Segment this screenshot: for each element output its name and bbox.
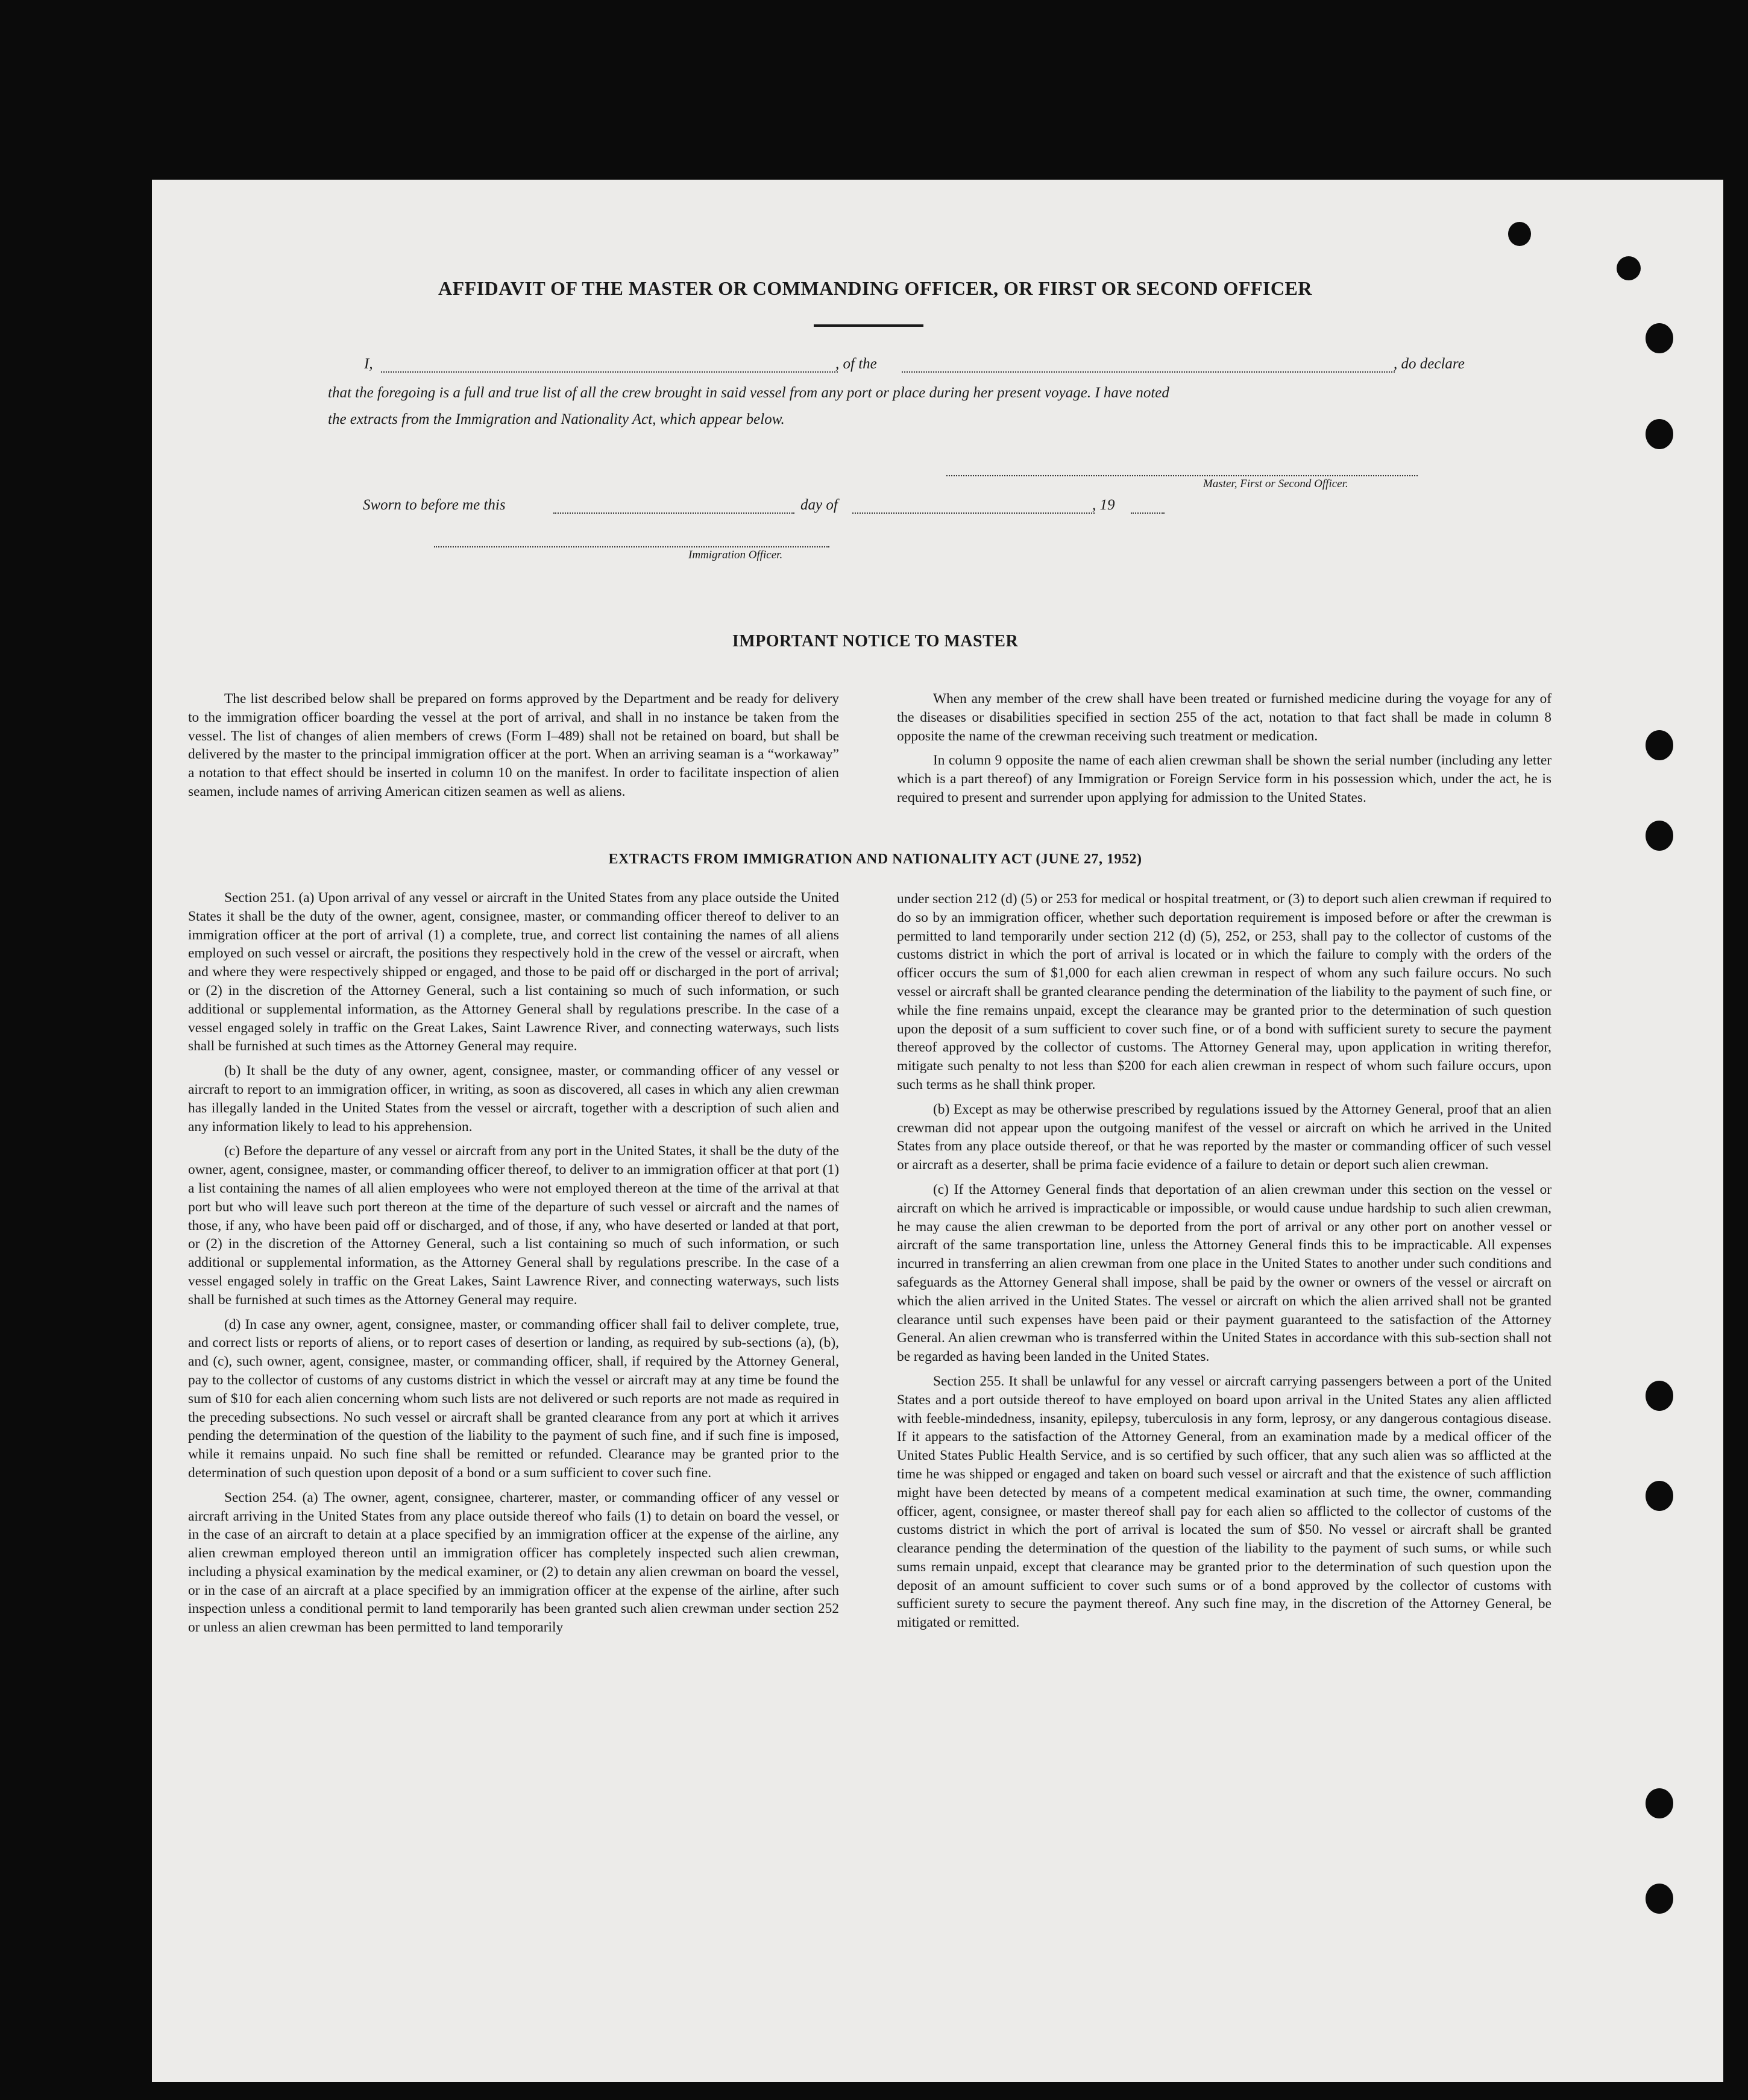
extracts-title: EXTRACTS FROM IMMIGRATION AND NATIONALITY ACT (JUNE 27, 1952) — [608, 851, 1142, 867]
notice-paragraph: When any member of the crew shall have been treated or furnished medicine during the voyage for any of the diseases or disabilities specified in section 255 of the act, notation to that fact shall be made in column 8 opposite the name of the crewman receiving such treatment or medication. — [897, 691, 1552, 744]
binder-hole — [1646, 1788, 1673, 1818]
master-caption: Master, First or Second Officer. — [1203, 478, 1348, 490]
declaration-text-line-2: that the foregoing is a full and true list of all the crew brought in said vessel from any port or place during her present voyage. I have noted — [328, 385, 1169, 401]
declaration-text-line-3: the extracts from the Immigration and Nationality Act, which appear below. — [328, 411, 785, 427]
immigration-officer-caption: Immigration Officer. — [688, 549, 783, 561]
master-signature-field[interactable] — [946, 475, 1418, 476]
act-section-paragraph: (c) If the Attorney General finds that deportation of an alien crewman under this section on the vessel or aircraft on which he arrived is impracticable or impossible, or would cause undue hardship to such alien crewman, he may cause the alien crewman to be deported from the port of arrival or any other port on another vessel or aircraft of the same transportation line, unless the Attorney General finds this to be impracticable. All expenses incurred in transferring an alien crewman from one place in the United States to another under such conditions and safeguards as the Attorney General shall impose, shall be paid by the owner or owners of the vessel or aircraft on which the alien arrived in the United States. The vessel or aircraft on which the alien arrived shall not be granted clearance until such expenses have been paid or their payment guaranteed to the satisfaction of the Attorney General. An alien crewman who is transferred within the United States in accordance with this sub-section shall not be regarded as having been landed in the United States. — [897, 1181, 1552, 1365]
binder-hole — [1646, 419, 1673, 449]
act-section-paragraph: (b) Except as may be otherwise prescribed by regulations issued by the Attorney General, proof that an alien crewman did not appear upon the outgoing manifest of the vessel or aircraft on which he arrived in the United States from any place outside thereof, or that he was reported by the master or commanding officer of such vessel or aircraft as a deserter, shall be prima facie evidence of a failure to detain or deport such alien crewman. — [897, 1101, 1552, 1173]
binder-hole — [1646, 1884, 1673, 1914]
notice-title: IMPORTANT NOTICE TO MASTER — [732, 632, 1019, 651]
vessel-field[interactable] — [902, 371, 1395, 373]
act-section-paragraph: (c) Before the departure of any vessel or aircraft from any port in the United States, it shall be the duty of the owner, agent, consignee, master, or commanding officer thereof, to deliver to an immigration officer at that port (1) a list containing the names of all alien employees who were not employed thereon at the time of the arrival at that port but who will leave such port thereon at the time of the departure of such vessel or aircraft and the names of those, if any, who have been paid off or discharged, and of those, if any, who have deserted or landed at that port, or (2) in the discretion of the Attorney General, such a list containing so much of such information, or such additional or supplemental information, as the Attorney General shall by regulations prescribe. In the case of a vessel engaged solely in traffic on the Great Lakes, Saint Lawrence River, and connecting waterways, such lists shall be furnished at such times as the Attorney General may require. — [188, 1143, 839, 1308]
title-underline — [814, 324, 923, 327]
affidavit-title: AFFIDAVIT OF THE MASTER OR COMMANDING OFFICER, OR FIRST OR SECOND OFFICER — [438, 277, 1312, 299]
act-section-paragraph: Section 254. (a) The owner, agent, consignee, charterer, master, or commanding officer of any vessel or aircraft arriving in the United States from any place outside thereof who fails (1) to detain on board the vessel, or in the case of an aircraft to detain at a place specified by an immigration officer at the expense of the airline, any alien crewman employed thereon until an immigration officer has completely inspected such alien crewman, including a physical examination by the medical examiner, or (2) to detain any alien crewman on board the vessel, or in the case of an aircraft at a place specified by an immigration officer at the expense of the airline, after such inspection unless a conditional permit to land temporarily has been granted such alien crewman under section 252 or unless an alien crewman has been permitted to land temporarily — [188, 1489, 839, 1636]
name-field[interactable] — [381, 371, 838, 373]
sworn-line — [363, 497, 1207, 517]
binder-hole — [1617, 256, 1641, 280]
form-sheet — [152, 180, 1723, 2082]
binder-hole — [1646, 1481, 1673, 1511]
binder-hole — [1646, 323, 1673, 353]
act-section-paragraph: (b) It shall be the duty of any owner, agent, consignee, master, or commanding officer of any vessel or aircraft to report to an immigration officer, in writing, as soon as discovered, all cases in which any alien crewman has illegally landed in the United States from the vessel or aircraft, together with a description of such alien and any information likely to lead to his apprehension. — [188, 1063, 839, 1135]
label-do-declare: , do declare — [1394, 356, 1465, 372]
sworn-day-field[interactable] — [553, 512, 794, 514]
label-of-the: , of the — [835, 356, 877, 372]
act-section-paragraph: Section 255. It shall be unlawful for any vessel or aircraft carrying passengers between a port of the United States and a port outside thereof to have employed on board upon arrival in the United States any alien afflicted with feeble-mindedness, insanity, epilepsy, tuberculosis in any form, leprosy, or any dangerous contagious disease. If it appears to the satisfaction of the Attorney General, from an examination made by a medical officer of the United States Public Health Service, and is so certified by such officer, that any such alien was so afflicted at the time he was shipped or engaged and taken on board such vessel or aircraft and that the existence of such affliction might have been detected by means of a competent medical examination at such time, the owner, commanding officer, agent, consignee, or master thereof shall pay for each alien so afflicted to the collector of customs of the customs district in which the port of arrival is located the sum of $50. No vessel or aircraft shall be granted clearance pending the determination of the question of the liability to the payment of such sums, or while such sums remain unpaid, except that clearance may be granted prior to the determination of such question upon the deposit of an amount sufficient to cover such sums or of a bond approved by the collector of customs with sufficient surety to secure the payment thereof. Any such fine may, in the discretion of the Attorney General, be mitigated or remitted. — [897, 1373, 1552, 1631]
binder-hole — [1508, 222, 1531, 246]
label-day-of: day of — [800, 497, 838, 513]
notice-paragraph: The list described below shall be prepared on forms approved by the Department and be ready for delivery to the immigration officer boarding the vessel at the port of arrival, and shall in no instance be taken from the vessel. The list of changes of alien members of crews (Form I–489) shall not be retained on board, but shall be delivered by the master to the principal immigration officer at the port. When an arriving seaman is a “workaway” a notation to that effect should be inserted in column 10 on the manifest. In order to facilitate inspection of alien seamen, include names of arriving American citizen seamen as well as aliens. — [188, 691, 839, 799]
binder-hole — [1646, 821, 1673, 851]
extracts-right-column — [897, 890, 1552, 1638]
act-section-paragraph: under section 212 (d) (5) or 253 for medical or hospital treatment, or (3) to deport such alien crewman if required to do so by an immigration officer, whether such deportation requirement is imposed before or after the crewman is permitted to land temporarily under section 212 (d) (5), 252, or 253, shall pay to the collector of customs of the customs district in which the port of arrival is located or in which the failure to comply with the orders of the officer occurs the sum of $1,000 for each alien crewman in respect of whom any such failure occurs. No such vessel or aircraft shall be granted clearance pending the determination of the liability to the payment of such fine, or while the fine remains unpaid, except the clearance may be granted prior to the determination of such question upon the deposit of a sum sufficient to cover such fine, or of a bond with sufficient surety to secure the payment thereof approved by the collector of customs. The Attorney General may, upon application in writing therefor, mitigate such penalty to not less than $200 for each alien crewman in respect of whom such failure occurs, upon such terms as he shall think proper. — [897, 891, 1552, 1093]
extracts-left-column — [188, 889, 839, 1643]
declare-line — [364, 356, 1479, 376]
binder-hole — [1646, 730, 1673, 760]
label-i: I, — [364, 356, 373, 372]
binder-hole — [1646, 1381, 1673, 1411]
act-section-paragraph: (d) In case any owner, agent, consignee, master, or commanding officer shall fail to deliver complete, true, and correct lists or reports of aliens, or to report cases of desertion or landing, as required by sub-sections (a), (b), and (c), such owner, agent, consignee, master, or commanding officer, shall, if required by the Attorney General, pay to the collector of customs of any customs district in which the vessel or aircraft may at any time be found the sum of $10 for each alien concerning whom such lists are not delivered or such reports are not made as required in the preceding subsections. No such vessel or aircraft shall be granted clearance from any port at which it arrives pending the determination of the question of the liability to the payment of such fine, and if such fine is imposed, while it remains unpaid. No such fine shall be remitted or refunded. Clearance may be granted prior to the determination of such question upon deposit of a bond or a sum sufficient to cover such fine. — [188, 1316, 839, 1481]
act-section-paragraph: Section 251. (a) Upon arrival of any vessel or aircraft in the United States from any place outside the United States it shall be the duty of the owner, agent, consignee, master, or commanding officer thereof to deliver to an immigration officer at the port of arrival (1) a complete, true, and correct list containing the names of all aliens employed on such vessel or aircraft, the positions they respectively hold in the crew of the vessel or aircraft, when and where they were respectively shipped or engaged, and those to be paid off or discharged in the port of arrival; or (2) in the discretion of the Attorney General, such a list containing so much of such information, or such additional or supplemental information, as the Attorney General shall by regulations prescribe. In the case of a vessel engaged solely in traffic on the Great Lakes, Saint Lawrence River, and connecting waterways, such lists shall be furnished at such times as the Attorney General may require. — [188, 890, 839, 1055]
notice-left-column — [188, 690, 839, 807]
notice-right-column — [897, 690, 1552, 813]
label-year: , 19 — [1092, 497, 1115, 513]
notice-paragraph: In column 9 opposite the name of each alien crewman shall be shown the serial number (including any letter which is a part thereof) of any Immigration or Foreign Service form in his possession which, under the act, he is required to present and surrender upon applying for admission to the United States. — [897, 752, 1552, 806]
sworn-month-field[interactable] — [852, 512, 1095, 514]
sworn-year-field[interactable] — [1131, 512, 1165, 514]
label-sworn: Sworn to before me this — [363, 497, 506, 513]
immigration-officer-signature-field[interactable] — [434, 546, 829, 547]
